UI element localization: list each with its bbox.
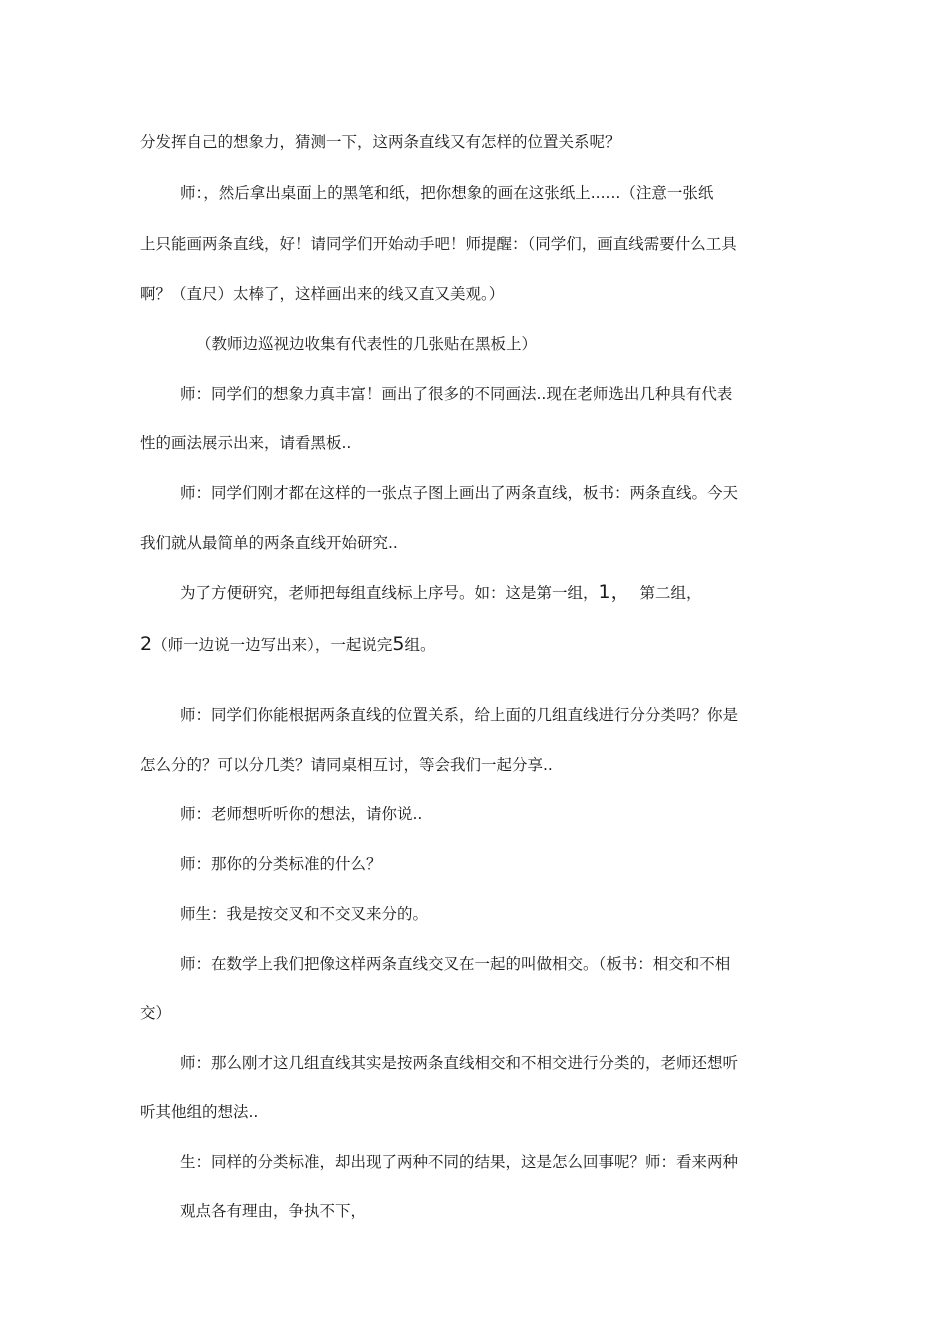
paragraph-line: 交）	[140, 1004, 172, 1022]
paragraph-line: 师：那么刚才这几组直线其实是按两条直线相交和不相交进行分类的，老师还想听	[180, 1054, 739, 1072]
paragraph-line: 师：同学们的想象力真丰富！画出了很多的不同画法..现在老师选出几种具有代表	[180, 385, 733, 403]
text-run: 1，	[598, 581, 630, 603]
text-run: 2	[140, 633, 153, 655]
paragraph-line: 上只能画两条直线，好！请同学们开始动手吧！师提醒：（同学们，画直线需要什么工具	[140, 235, 737, 253]
paragraph-line: 师生：我是按交叉和不交叉来分的。	[180, 905, 429, 923]
text-run: （师一边说一边写出来），一起说完	[152, 636, 393, 654]
paragraph-line	[180, 582, 701, 603]
text-run: 为了方便研究，老师把每组直线标上序号。如：这是第一组，	[180, 584, 599, 602]
paragraph-line: 听其他组的想法..	[140, 1103, 259, 1121]
paragraph-line: 啊？（直尺）太棒了，这样画出来的线又直又美观。）	[140, 285, 505, 303]
paragraph-line: 师：老师想听听你的想法，请你说..	[180, 805, 423, 823]
paragraph-line: 我们就从最简单的两条直线开始研究..	[140, 534, 398, 552]
paragraph-line: 师：同学们刚才都在这样的一张点子图上画出了两条直线，板书：两条直线。今天	[180, 484, 739, 502]
paragraph-line: （教师边巡视边收集有代表性的几张贴在黑板上）	[196, 335, 538, 353]
paragraph-line: 生：同样的分类标准，却出现了两种不同的结果，这是怎么回事呢？师：看来两种	[180, 1153, 739, 1171]
text-run: 5	[392, 633, 405, 655]
paragraph-line: 分发挥自己的想象力，猜测一下，这两条直线又有怎样的位置关系呢？	[140, 133, 621, 151]
paragraph-line: 师：同学们你能根据两条直线的位置关系，给上面的几组直线进行分分类吗？你是	[180, 706, 739, 724]
text-run: 第二组，	[639, 584, 702, 602]
paragraph-line: 师：在数学上我们把像这样两条直线交叉在一起的叫做相交。（板书：相交和不相	[180, 955, 731, 973]
paragraph-line: 观点各有理由，争执不下，	[180, 1202, 367, 1220]
text-run: 组。	[404, 636, 436, 654]
paragraph-line: 师：，然后拿出桌面上的黑笔和纸，把你想象的画在这张纸上......（注意一张纸	[180, 184, 714, 202]
paragraph-line: 性的画法展示出来，请看黑板..	[140, 434, 352, 452]
paragraph-line: 师：那你的分类标准的什么？	[180, 855, 382, 873]
paragraph-line: 怎么分的？可以分几类？请同桌相互讨，等会我们一起分享..	[140, 756, 553, 774]
paragraph-line	[140, 634, 435, 655]
